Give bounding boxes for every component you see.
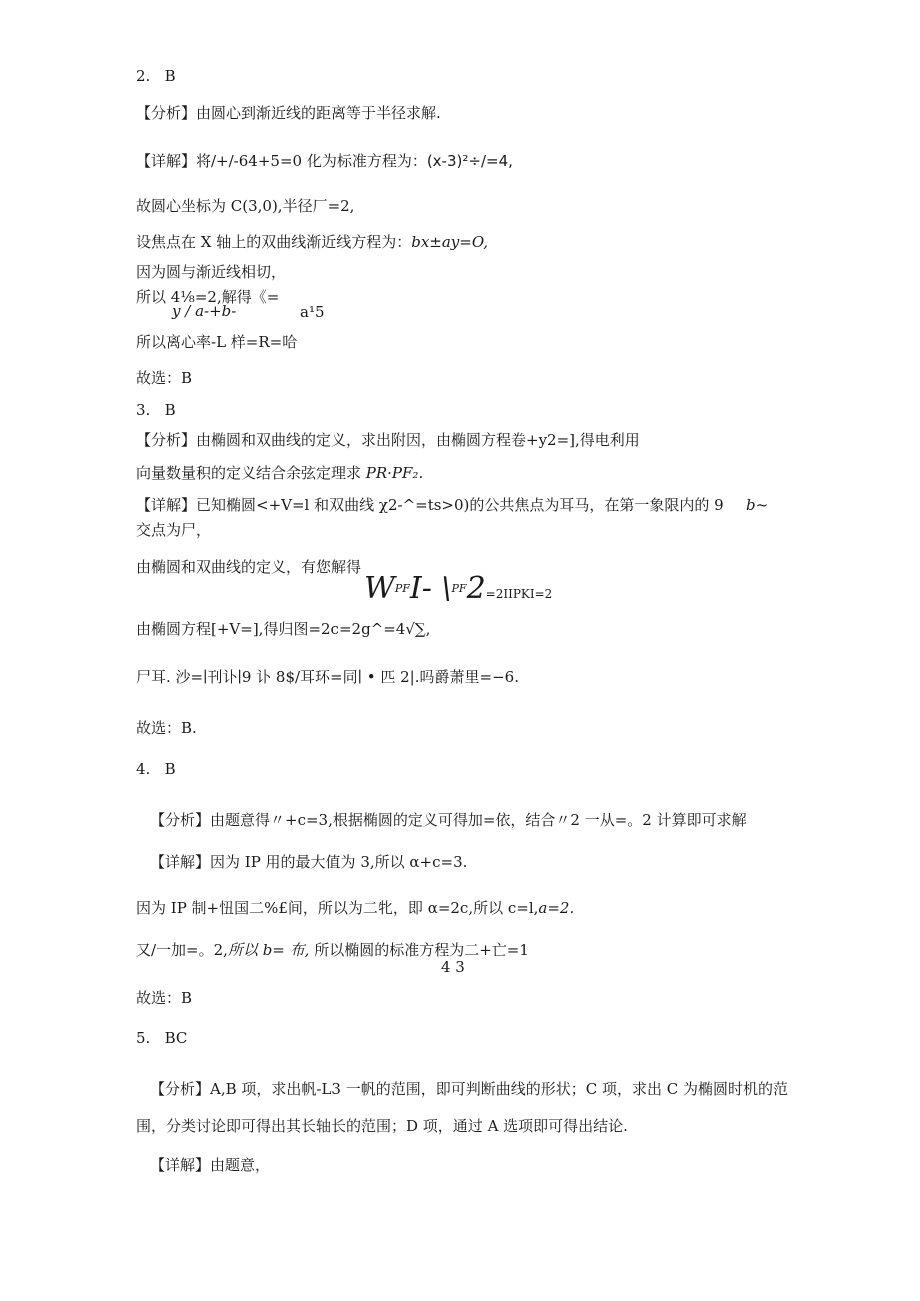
q2-choice: 故选：B [136, 369, 193, 387]
q4-line-3-denominators: 4 3 [441, 958, 465, 976]
q3-number: 3. B [136, 401, 176, 419]
q2-so-tail: a¹5 [300, 303, 325, 321]
q3-formula: $W^{PF}I-$ \$^{PF}$2=2IIPKI=2 [364, 571, 553, 606]
q2-analysis: 【分析】由圆心到渐近线的距离等于半径求解. [136, 104, 441, 122]
q3-dot-product-line: 尸耳. 沙=∣刊讣∣9 讣 8$/耳环=同∣ • 匹 2|.吗爵萧里=−6. [136, 668, 519, 686]
q3-choice: 故选：B. [136, 719, 197, 737]
q4-line-2: 因为 IP 制+忸国二%£间，所以为二牝，即 α=2c,所以 c=l,a=2. [136, 899, 575, 917]
q4-detail: 【详解】因为 IP 用的最大值为 3,所以 α+c=3. [150, 853, 468, 871]
q2-so-line: 所以 4⅛=2,解得《= [136, 288, 280, 306]
q3-analysis-2: 向量数量积的定义结合余弦定理求 PR·PF₂. [136, 464, 424, 482]
q3-detail-1-tail: b~ [746, 496, 769, 514]
q5-analysis-1: 【分析】A,B 项，求出帆-L3 一帆的范围，即可判断曲线的形状；C 项，求出 C 为椭圆时机的范 [150, 1080, 788, 1098]
q2-center-line: 故圆心坐标为 C(3,0),半径厂=2, [136, 197, 355, 215]
q2-asymptote-line: 设焦点在 X 轴上的双曲线渐近线方程为：bx±ay=O, [136, 233, 489, 251]
q2-answer: B [164, 67, 176, 85]
q5-answer: BC [164, 1029, 188, 1047]
q3-definition-line: 由椭圆和双曲线的定义，有您解得 [136, 558, 362, 576]
q2-tangent-line: 因为圆与渐近线相切， [136, 263, 287, 281]
q4-choice: 故选：B [136, 989, 193, 1007]
q4-answer: B [164, 760, 176, 778]
q3-ellipse-line: 由椭圆方程[+V=],得归图=2c=2g^=4√∑, [136, 620, 431, 638]
q2-eccentricity-line: 所以离心率-L 样=R=哈 [136, 333, 298, 351]
q2-detail: 【详解】将/+/-64+5=0 化为标准方程为：(x-3)²÷/=4, [136, 152, 513, 170]
q2-number: 2. B [136, 67, 176, 85]
q3-detail-1: 【详解】已知椭圆<+V=l 和双曲线 χ2-^=ts>0)的公共焦点为耳马，在第一象限内的 9 [136, 496, 724, 514]
q5-detail: 【详解】由题意， [150, 1156, 271, 1174]
q3-detail-2: 交点为尸， [136, 521, 212, 539]
q3-analysis-1: 【分析】由椭圆和双曲线的定义，求出附因，由椭圆方程卷+y2=],得电利用 [136, 431, 640, 449]
q4-number: 4. B [136, 760, 176, 778]
q5-number: 5. BC [136, 1029, 188, 1047]
q2-so-fraction: y / a-+b- [172, 302, 237, 320]
q4-line-3: 又/一加=。2,所以 b= 布, 所以椭圆的标准方程为二+亡=1 [136, 941, 529, 959]
q4-analysis: 【分析】由题意得〃+c=3,根据椭圆的定义可得加=依，结合〃2 一从=。2 计算即可求解 [150, 811, 747, 829]
q3-answer: B [164, 401, 176, 419]
q5-analysis-2: 围，分类讨论即可得出其长轴长的范围；D 项，通过 A 选项即可得出结论. [136, 1117, 628, 1135]
